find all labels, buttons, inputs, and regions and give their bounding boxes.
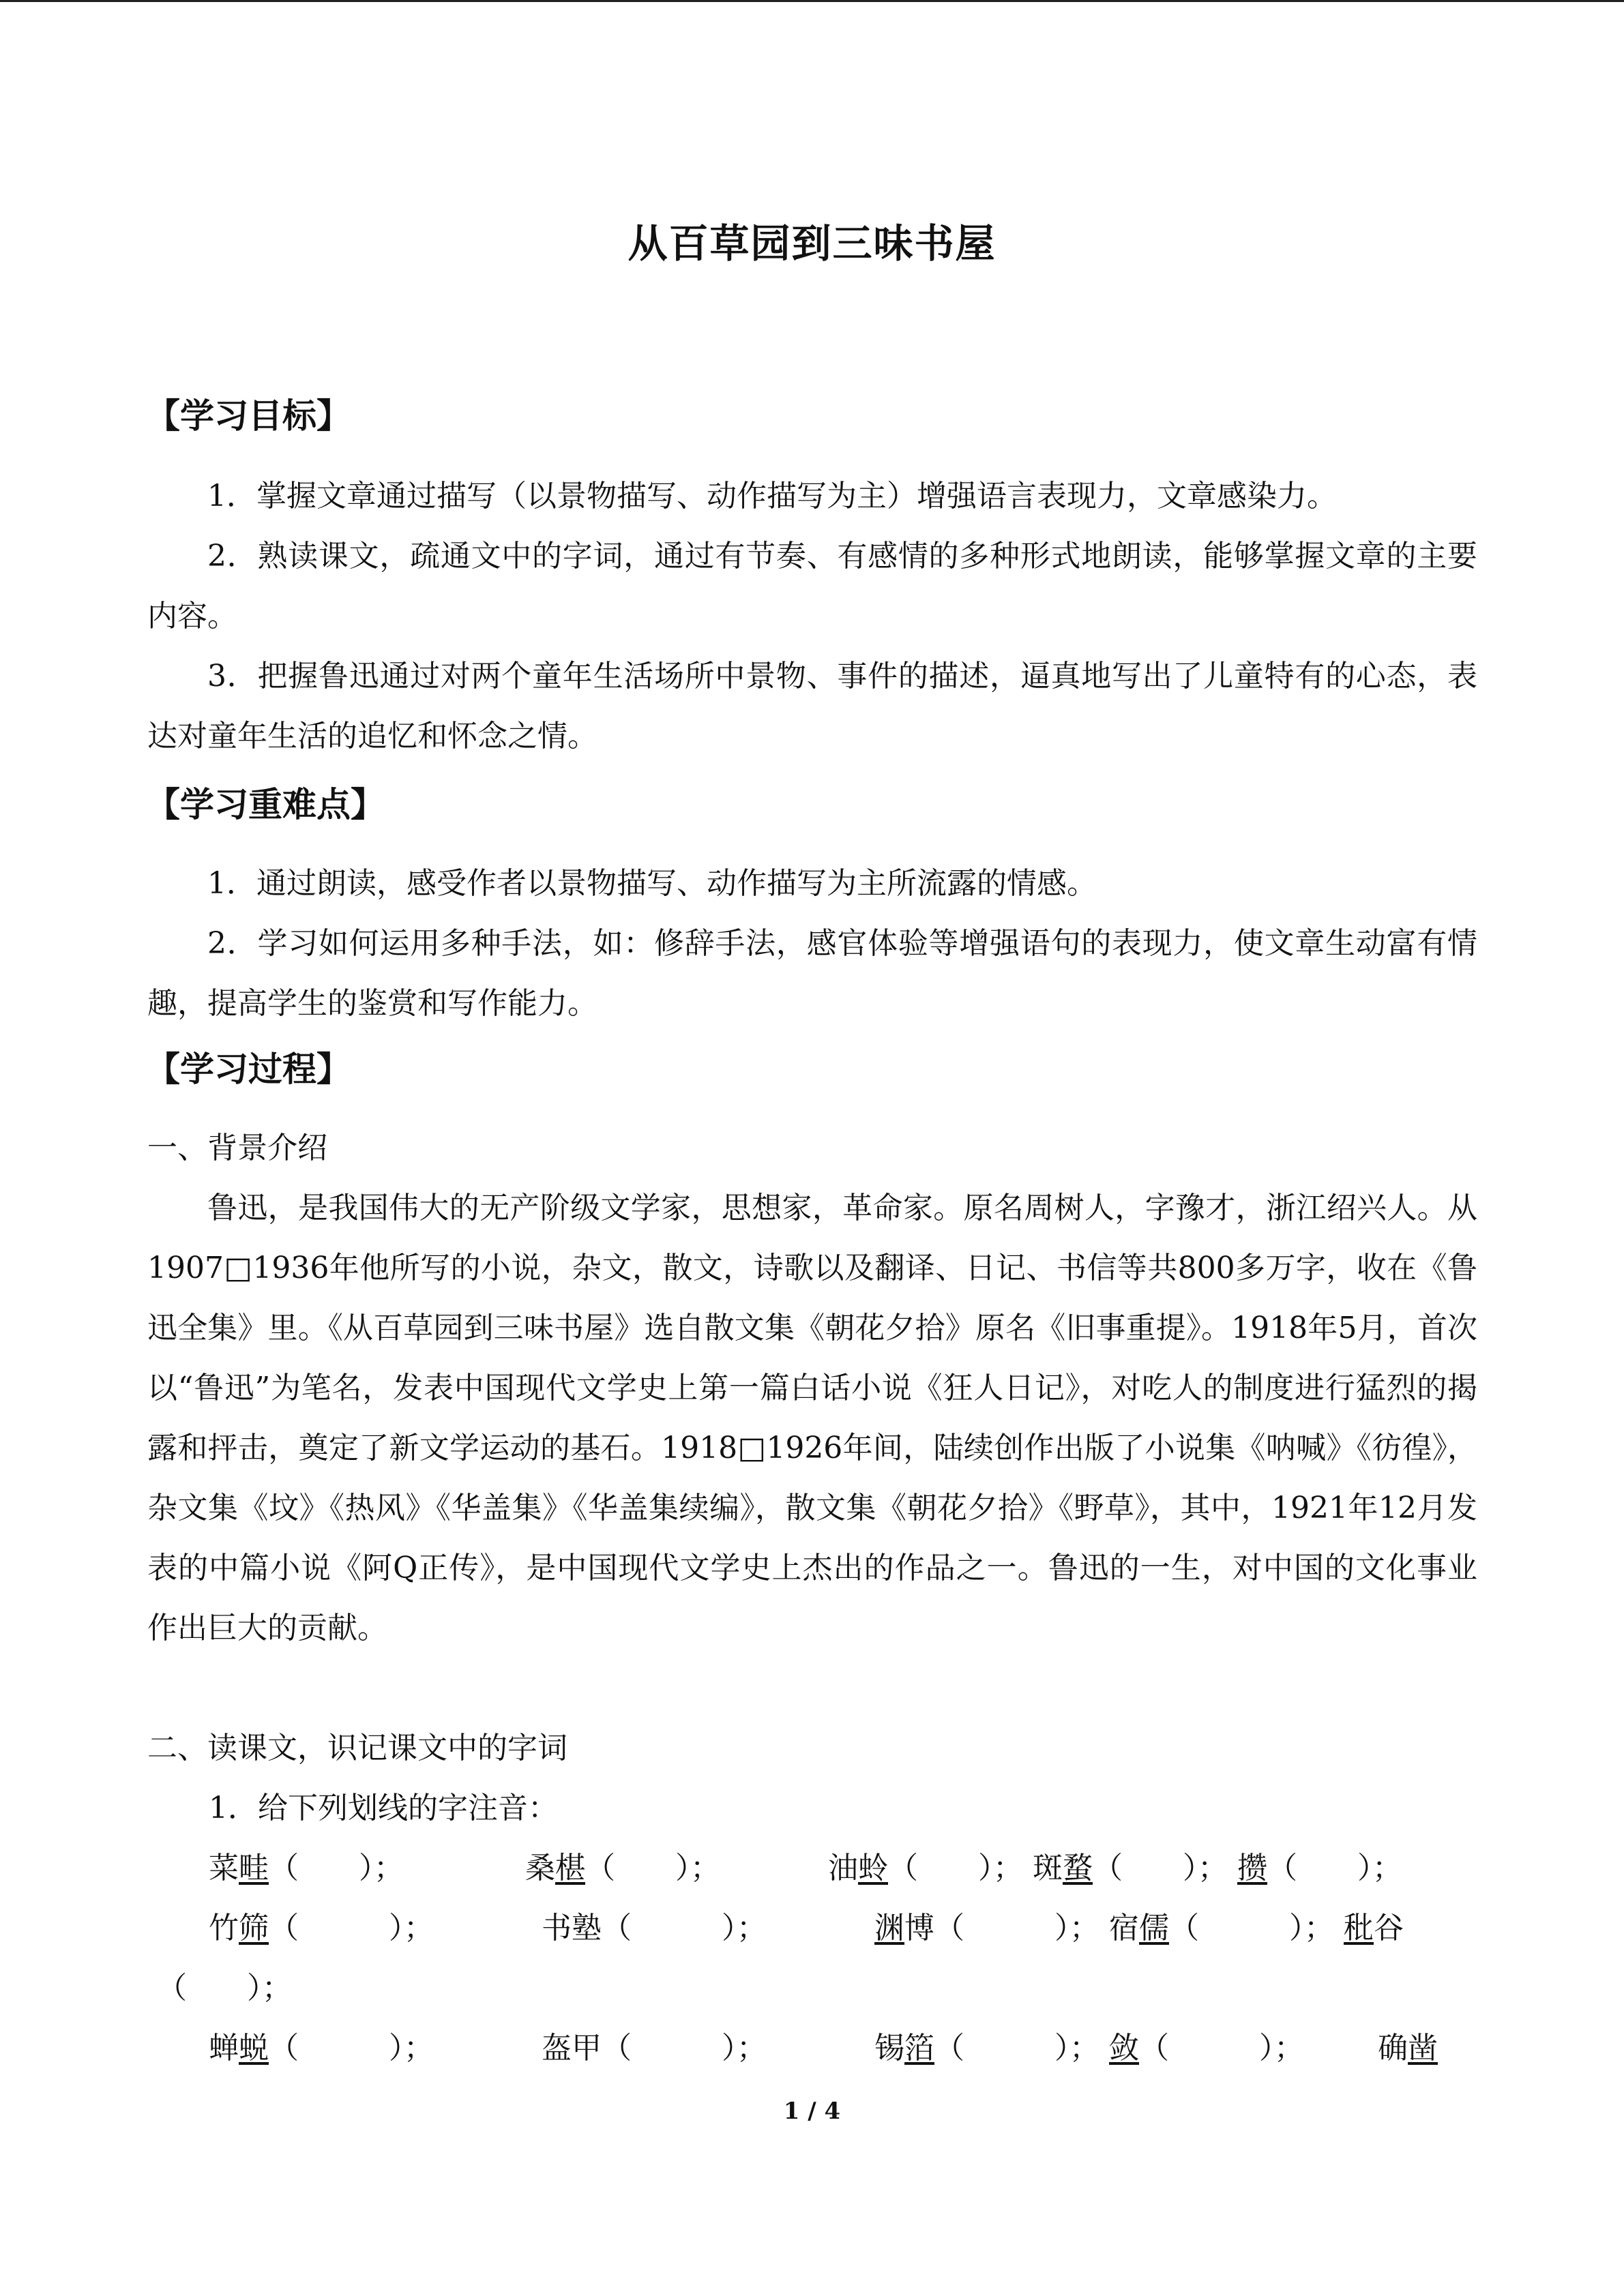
word-text: 博 xyxy=(904,1911,934,1945)
part1-title: 一、背景介绍 xyxy=(147,1131,327,1165)
answer-blank[interactable]: （ ）； xyxy=(888,1851,1023,1885)
phonetic-row-2-continued[interactable]: （ ）； xyxy=(157,1971,292,2006)
part2-title: 二、读课文，识记课文中的字词 xyxy=(147,1731,567,1765)
word-text: 宿 xyxy=(1109,1911,1139,1945)
word-text: 桑 xyxy=(525,1851,555,1885)
underlined-char: 敛 xyxy=(1109,2031,1139,2066)
phonetic-row-2 xyxy=(209,1898,1404,1958)
answer-blank[interactable]: （ ）； xyxy=(602,2031,767,2066)
goal-item-2: 2．熟读课文，疏通文中的字词，通过有节奏、有感情的多种形式地朗读，能够掌握文章的主要内容。 xyxy=(147,539,1477,633)
word-text: 谷 xyxy=(1374,1911,1404,1945)
underlined-char: 畦 xyxy=(239,1851,269,1885)
heading-key-points: 【学习重难点】 xyxy=(146,785,385,824)
phonetic-row-3 xyxy=(209,2018,1438,2078)
answer-blank[interactable]: （ ）； xyxy=(1093,1851,1228,1885)
word-text: 竹 xyxy=(209,1911,239,1945)
goal-item-3: 3．把握鲁迅通过对两个童年生活场所中景物、事件的描述，逼真地写出了儿童特有的心态，表达对童年生活的追忆和怀念之情。 xyxy=(147,659,1477,754)
answer-blank[interactable]: （ ）； xyxy=(269,2031,434,2066)
page-title: 从百草园到三味书屋 xyxy=(628,220,996,267)
underlined-char: 凿 xyxy=(1408,2031,1438,2066)
answer-blank[interactable]: （ ）； xyxy=(1267,1851,1402,1885)
key-point-2: 2．学习如何运用多种手法，如：修辞手法，感官体验等增强语句的表现力，使文章生动富有情趣，提高学生的鉴赏和写作能力。 xyxy=(147,926,1477,1021)
answer-blank[interactable]: （ ）； xyxy=(1169,1911,1334,1945)
phonetic-row-1 xyxy=(209,1838,1402,1898)
top-border xyxy=(0,0,1624,2)
background-paragraph: 鲁迅，是我国伟大的无产阶级文学家，思想家，革命家。原名周树人，字豫才，浙江绍兴人。从1907□1936年他所写的小说，杂文，散文，诗歌以及翻译、日记、书信等共800多万字，收在《鲁迅全集》里。《从百草园到三味书屋》选自散文集《朝花夕拾》原名《旧事重提》。1918年5月，首次以“鲁迅”为笔名，发表中国现代文学史上第一篇白话小说《狂人日记》，对吃人的制度进行猛烈的揭露和抨击，奠定了新文学运动的基石。1918□1926年间，陆续创作出版了小说集《呐喊》《彷徨》，杂文集《坟》《热风》《华盖集》《华盖集续编》，散文集《朝花夕拾》《野草》，其中，1921年12月发表的中篇小说《阿Q正传》，是中国现代文学史上杰出的作品之一。鲁迅的一生，对中国的文化事业作出巨大的贡献。 xyxy=(147,1191,1477,1645)
word-text: 油 xyxy=(828,1851,858,1885)
answer-blank[interactable]: （ ）； xyxy=(602,1911,767,1945)
underlined-char: 蝥 xyxy=(1063,1851,1093,1885)
exercise-title: 1．给下列划线的字注音： xyxy=(209,1791,558,1825)
underlined-char: 渊 xyxy=(874,1911,904,1945)
heading-process: 【学习过程】 xyxy=(146,1049,351,1089)
underlined-char: 攒 xyxy=(1237,1851,1267,1885)
answer-blank[interactable]: （ ）； xyxy=(934,2031,1099,2066)
goal-item-1: 1．掌握文章通过描写（以景物描写、动作描写为主）增强语言表现力，文章感染力。 xyxy=(207,479,1337,513)
underlined-char: 儒 xyxy=(1139,1911,1169,1945)
word-text: 菜 xyxy=(209,1851,239,1885)
underlined-char: 秕 xyxy=(1344,1911,1374,1945)
underlined-char: 筛 xyxy=(239,1911,269,1945)
underlined-char: 椹 xyxy=(555,1851,585,1885)
underlined-char: 蛉 xyxy=(858,1851,888,1885)
answer-blank[interactable]: （ ）； xyxy=(1139,2031,1304,2066)
word-text: 书塾 xyxy=(542,1911,602,1945)
underlined-char: 箔 xyxy=(904,2031,934,2066)
heading-goals: 【学习目标】 xyxy=(146,396,351,436)
key-point-1: 1．通过朗读，感受作者以景物描写、动作描写为主所流露的情感。 xyxy=(207,866,1097,901)
word-text: 确 xyxy=(1378,2031,1408,2066)
word-text: 蝉 xyxy=(209,2031,239,2066)
answer-blank[interactable]: （ ）； xyxy=(585,1851,720,1885)
word-text: 斑 xyxy=(1033,1851,1063,1885)
word-text: 盔甲 xyxy=(542,2031,602,2066)
underlined-char: 蜕 xyxy=(239,2031,269,2066)
answer-blank[interactable]: （ ）； xyxy=(269,1851,404,1885)
page-number: 1 / 4 xyxy=(783,2098,841,2125)
answer-blank[interactable]: （ ）； xyxy=(934,1911,1099,1945)
answer-blank[interactable]: （ ）； xyxy=(269,1911,434,1945)
word-text: 锡 xyxy=(874,2031,904,2066)
